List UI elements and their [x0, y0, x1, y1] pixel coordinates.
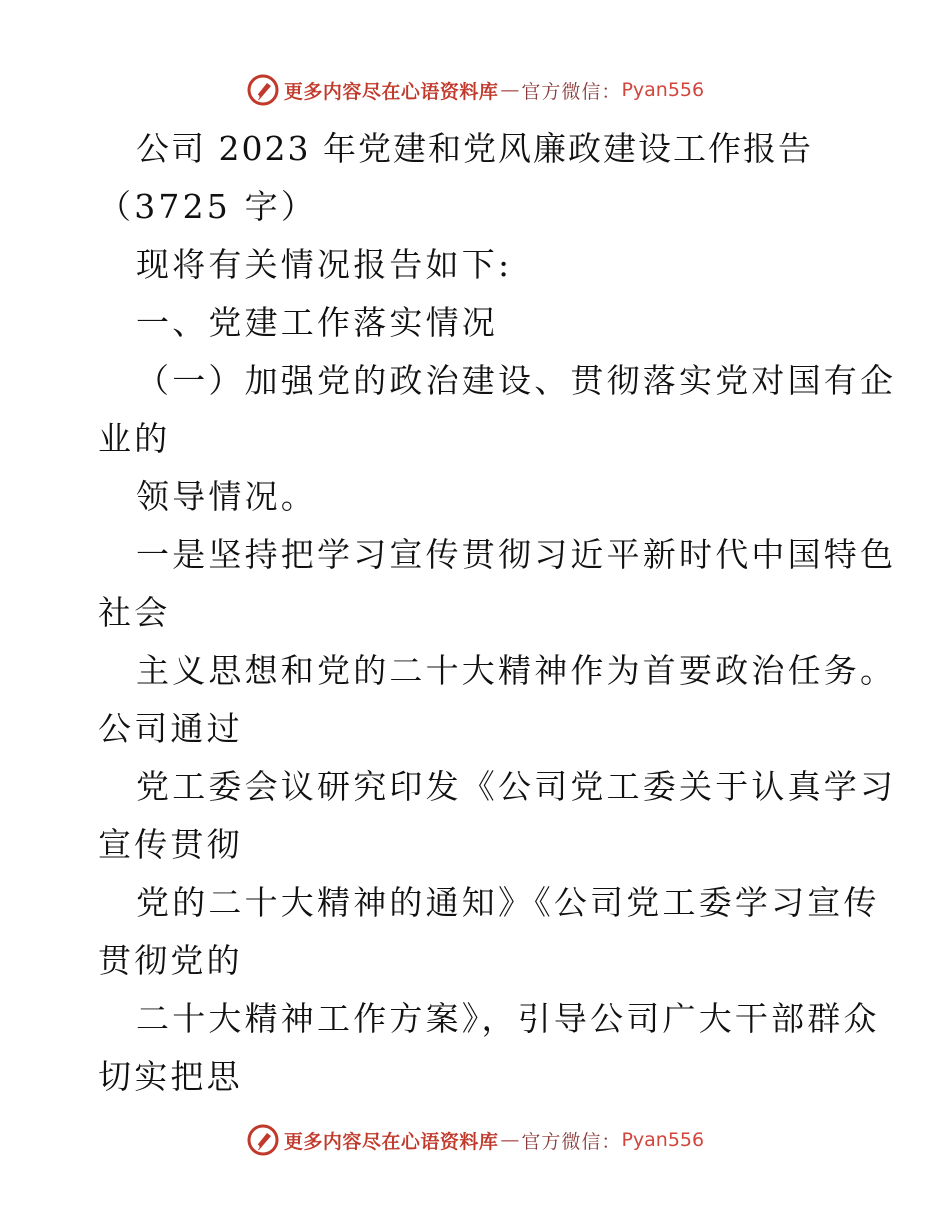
paragraph-line: 宣传贯彻 — [98, 825, 243, 864]
banner-dash: — — [500, 79, 520, 101]
paragraph-line: 一是坚持把学习宣传贯彻习近平新时代中国特色 — [136, 535, 897, 574]
banner-dash: — — [500, 1129, 520, 1151]
paragraph-line: 党的二十大精神的通知》《公司党工委学习宣传 — [136, 883, 880, 922]
paragraph-line: 二十大精神工作方案》，引导公司广大干部群众 — [136, 999, 880, 1038]
section-heading: 一、党建工作落实情况 — [136, 303, 498, 342]
header-banner — [0, 70, 950, 110]
subsection-heading: （一）加强党的政治建设、贯彻落实党对国有企 — [136, 361, 897, 400]
paragraph-line: 公司通过 — [98, 709, 243, 748]
paragraph-line: 切实把思 — [98, 1057, 243, 1096]
document-title: 公司 2023 年党建和党风廉政建设工作报告 — [136, 129, 813, 168]
footer-banner — [0, 1120, 950, 1160]
banner-wechat-label: 官方微信： — [521, 80, 622, 103]
banner-wechat-id: Pyan556 — [621, 1129, 705, 1151]
banner-title: 更多内容尽在心语资料库 — [283, 80, 499, 103]
paragraph-line: 贯彻党的 — [98, 941, 243, 980]
paragraph-line: 业的 — [98, 419, 171, 458]
paragraph-line: 党工委会议研究印发《公司党工委关于认真学习 — [136, 767, 897, 806]
banner-title: 更多内容尽在心语资料库 — [283, 1130, 499, 1153]
paragraph-line: 主义思想和党的二十大精神作为首要政治任务。 — [136, 651, 897, 690]
banner-wechat-id: Pyan556 — [621, 79, 705, 101]
pen-logo-icon — [246, 1123, 280, 1157]
document-title-wordcount: （3725 字） — [98, 187, 318, 226]
paragraph-line: 领导情况。 — [136, 477, 317, 516]
paragraph-line: 现将有关情况报告如下: — [136, 245, 513, 284]
paragraph-line: 社会 — [98, 593, 171, 632]
document-body — [98, 120, 897, 1106]
pen-logo-icon — [246, 73, 280, 107]
banner-wechat-label: 官方微信： — [521, 1130, 622, 1153]
